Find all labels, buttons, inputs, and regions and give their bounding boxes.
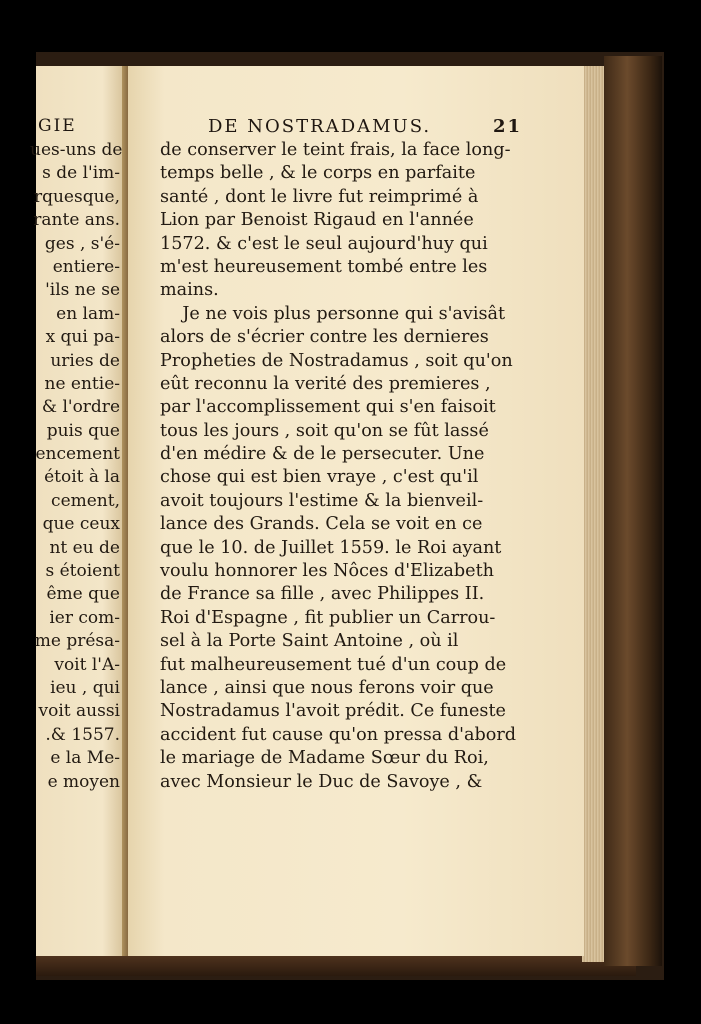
text-line: le mariage de Madame Sœur du Roi,	[160, 748, 489, 769]
text-line	[30, 607, 120, 630]
text-line	[30, 747, 120, 770]
text-line	[30, 700, 120, 723]
text-line: Nostradamus l'avoit prédit. Ce funeste	[160, 701, 506, 722]
text-line-content: voit l'A-	[54, 654, 120, 675]
text-line: avec Monsieur le Duc de Savoye , &	[160, 771, 483, 792]
left-page-header: GIE	[38, 116, 77, 136]
text-line	[30, 303, 120, 326]
text-line	[30, 560, 120, 583]
text-line: alors de s'écrier contre les dernieres	[160, 327, 489, 348]
text-line: chose qui est bien vraye , c'est qu'il	[160, 467, 479, 488]
text-line	[30, 256, 120, 279]
text-line-content: ier com-	[49, 607, 120, 628]
text-line	[30, 139, 123, 162]
page-edges	[582, 66, 604, 962]
text-line-content: rante ans.	[33, 210, 120, 231]
text-line-content: cement,	[51, 490, 120, 511]
text-line: que le 10. de Juillet 1559. le Roi ayant	[160, 537, 502, 558]
text-line	[30, 583, 120, 606]
text-line-content: entiere-	[52, 256, 120, 277]
text-line: sel à la Porte Saint Antoine , où il	[160, 631, 459, 652]
text-line-content: ême que	[46, 584, 120, 605]
text-line: Roi d'Espagne , fit publier un Carrou-	[160, 607, 496, 628]
text-line: Propheties de Nostradamus , soit qu'on	[160, 350, 513, 371]
text-line: lance des Grands. Cela se voit en ce	[160, 514, 483, 535]
text-line	[30, 350, 120, 373]
text-line: de France sa fille , avec Philippes II.	[160, 584, 485, 605]
text-line	[30, 279, 120, 302]
text-line	[30, 373, 120, 396]
running-title: DE NOSTRADAMUS.	[208, 116, 432, 137]
text-line	[30, 233, 120, 256]
text-line-content: nt eu de	[49, 537, 120, 558]
text-line-content: e moyen	[47, 771, 120, 792]
text-line: mains.	[160, 280, 219, 301]
page-number: 21	[492, 116, 522, 137]
text-line	[30, 654, 120, 677]
text-line: avoit toujours l'estime & la bienveil-	[160, 490, 484, 511]
text-line-content: .& 1557.	[45, 724, 120, 745]
text-line-content: voit aussi	[38, 701, 120, 722]
text-line-content: uries de	[50, 350, 120, 371]
text-line	[30, 677, 120, 700]
text-line-content: ges , s'é-	[44, 233, 120, 254]
text-line	[30, 630, 120, 653]
text-line-content: encement	[35, 444, 120, 465]
text-line	[30, 162, 120, 185]
text-line	[30, 209, 120, 232]
text-line: temps belle , & le corps en parfaite	[160, 163, 476, 184]
book-cover-right-edge	[604, 56, 662, 966]
text-line: 1572. & c'est le seul aujourd'huy qui	[160, 233, 488, 254]
text-line-content: en lam-	[56, 303, 120, 324]
text-line: accident fut cause qu'on pressa d'abord	[160, 724, 516, 745]
text-line: tous les jours , soit qu'on se fût lassé	[160, 420, 489, 441]
text-line: lance , ainsi que nous ferons voir que	[160, 677, 494, 698]
text-line: m'est heureusement tombé entre les	[160, 256, 488, 277]
text-line: Lion par Benoist Rigaud en l'année	[160, 210, 474, 231]
text-line	[30, 771, 120, 794]
text-line-content: rquesque,	[33, 186, 120, 207]
text-line-content: s étoient	[45, 561, 120, 582]
text-line	[30, 513, 120, 536]
text-line-content: puis que	[46, 420, 120, 441]
text-line-content: étoit à la	[44, 467, 120, 488]
text-line: fut malheureusement tué d'un coup de	[160, 654, 507, 675]
text-line-content: me présa-	[34, 631, 120, 652]
text-line-content: & l'ordre	[41, 397, 120, 418]
text-line: voulu honnorer les Nôces d'Elizabeth	[160, 561, 494, 582]
text-line	[30, 420, 120, 443]
left-page-text	[30, 139, 123, 794]
text-line: Je ne vois plus personne qui s'avisât	[160, 303, 506, 324]
text-line	[30, 326, 120, 349]
text-line-content: e la Me-	[50, 748, 120, 769]
text-line: par l'accomplissement qui s'en faisoit	[160, 397, 496, 418]
text-line-content: 'ils ne se	[45, 280, 120, 301]
text-line: eût reconnu la verité des premieres ,	[160, 373, 491, 394]
text-line	[30, 396, 120, 419]
text-line-content: x qui pa-	[45, 327, 120, 348]
text-line	[30, 466, 120, 489]
text-line: santé , dont le livre fut reimprimé à	[160, 186, 479, 207]
text-line-content: ues-uns de	[30, 140, 123, 160]
text-line: de conserver le teint frais, la face long-	[160, 140, 511, 160]
text-line-content: s de l'im-	[42, 163, 120, 184]
text-line	[30, 186, 120, 209]
text-line	[30, 537, 120, 560]
text-line	[30, 443, 120, 466]
text-line-content: que ceux	[42, 514, 120, 535]
text-line-content: ieu , qui	[50, 677, 120, 698]
text-line: d'en médire & de le persecuter. Une	[160, 444, 485, 465]
text-line	[30, 724, 120, 747]
text-line	[30, 490, 120, 513]
text-line-content: ne entie-	[44, 373, 120, 394]
right-page-text	[160, 139, 516, 794]
